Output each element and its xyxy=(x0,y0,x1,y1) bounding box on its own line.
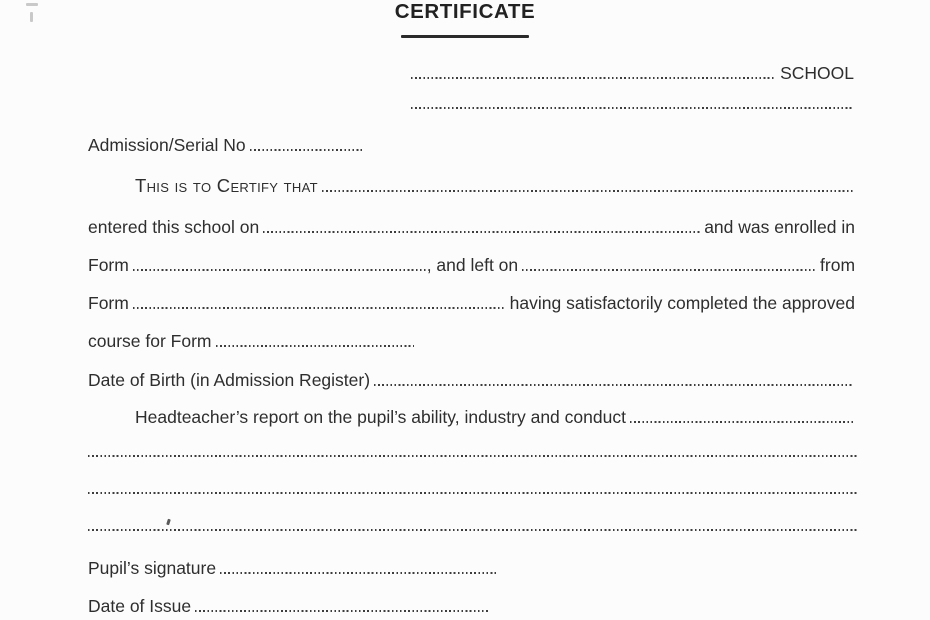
entered-label: entered this school on xyxy=(88,217,260,237)
form-left-row xyxy=(88,254,855,276)
report-line-row xyxy=(88,452,857,457)
report-line-row xyxy=(88,526,857,531)
course-row xyxy=(88,330,855,352)
certify-label: This is to Certify that xyxy=(135,175,318,196)
report-line-row xyxy=(88,489,857,494)
report-blank-3 xyxy=(88,526,857,531)
report-blank-2 xyxy=(88,489,857,494)
course-form-blank xyxy=(216,342,414,347)
report-blank-lead xyxy=(630,418,853,423)
form-label-2: Form xyxy=(88,293,129,313)
entry-date-blank xyxy=(263,228,700,233)
pupil-name-blank xyxy=(322,187,853,192)
date-of-issue-blank xyxy=(195,607,489,612)
scan-artifact-ink-speck xyxy=(166,519,171,526)
headteacher-label: Headteacher’s report on the pupil’s ability, industry and conduct xyxy=(135,407,626,427)
completed-label: having satisfactorily completed the approved xyxy=(509,293,855,313)
admission-row xyxy=(88,134,855,156)
school-name-row-2 xyxy=(407,104,856,109)
scan-artifact-top-left xyxy=(26,3,38,6)
school-name-blank-2 xyxy=(411,104,852,109)
from-label: from xyxy=(820,255,856,275)
leaving-date-blank xyxy=(522,266,816,271)
form-left-blank xyxy=(133,304,506,309)
pupil-signature-label: Pupil’s signature xyxy=(88,558,217,578)
admission-label: Admission/Serial No xyxy=(88,135,246,155)
form-label: Form xyxy=(88,255,129,275)
scan-artifact-top-left-2 xyxy=(30,12,33,22)
admission-number-blank xyxy=(250,146,362,151)
entered-row xyxy=(88,216,855,238)
dob-row xyxy=(88,369,857,391)
pupil-signature-blank xyxy=(220,569,496,574)
report-blank-1 xyxy=(88,452,857,457)
left-on-label: , and left on xyxy=(426,255,519,275)
title-underline xyxy=(401,35,529,38)
school-name-blank xyxy=(411,74,776,79)
form-completed-row xyxy=(88,292,855,314)
enrolled-label: and was enrolled in xyxy=(704,217,855,237)
course-label: course for Form xyxy=(88,331,212,351)
certify-row xyxy=(135,175,857,197)
school-label: SCHOOL xyxy=(780,63,854,83)
form-enrolled-blank xyxy=(133,266,427,271)
headteacher-row xyxy=(135,406,857,428)
page-title: CERTIFICATE xyxy=(394,0,536,23)
page-title-row xyxy=(0,0,930,24)
dob-label: Date of Birth (in Admission Register) xyxy=(88,370,371,390)
dob-blank xyxy=(374,381,853,386)
date-of-issue-row xyxy=(88,595,855,617)
date-of-issue-label: Date of Issue xyxy=(88,596,192,616)
pupil-signature-row xyxy=(88,557,855,579)
school-name-row xyxy=(407,62,854,84)
